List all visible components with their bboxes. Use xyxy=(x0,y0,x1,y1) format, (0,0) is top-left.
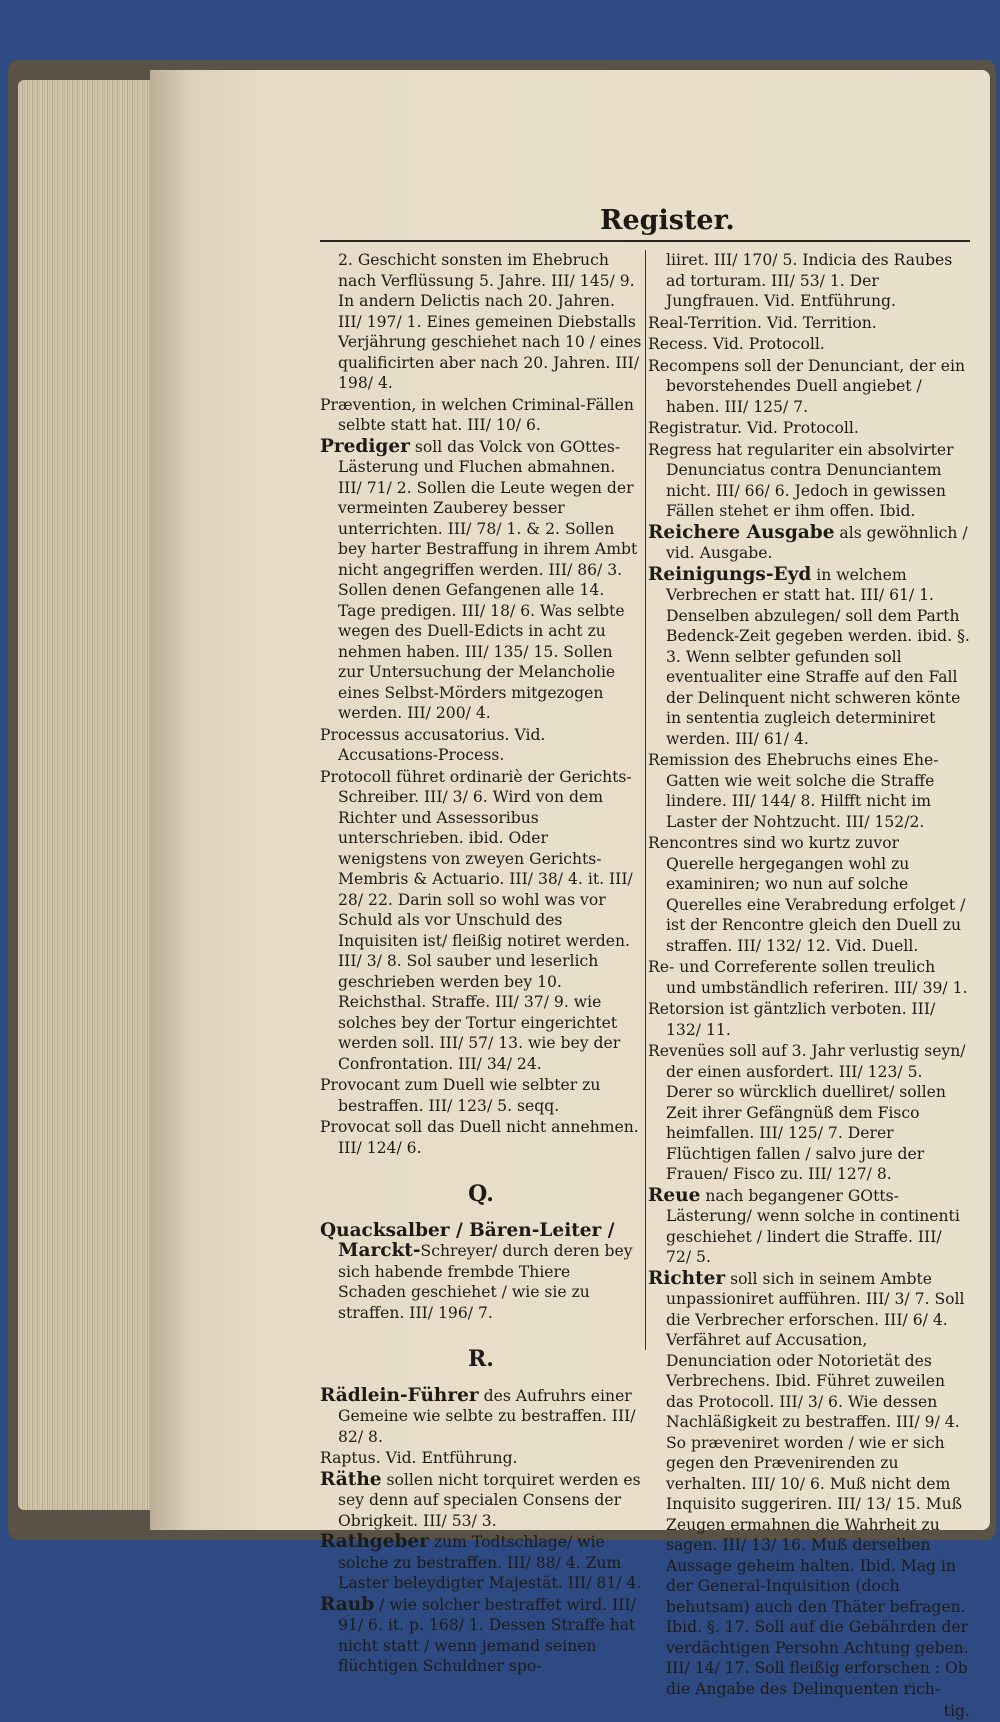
entry-text: 2. Geschicht sonsten im Ehebruch nach Verflüssung 5. Jahre. III/ 145/ 9. In andern Delictis nach 20. Jahren. III/ 197/ 1. Eines gemeinen Diebstalls Verjährung geschiehet nach 10 / eines qualificirten aber nach 20. Jahren. III/ 198/ 4. xyxy=(338,251,642,392)
register-entry xyxy=(648,334,970,355)
entry-text: in welchem Verbrechen er statt hat. III/ 61/ 1. Denselben abzulegen/ soll dem Parth Bedenck-Zeit gegeben werden. ibid. §. 3. Wenn selbter gefunden soll eventualiter eine Straffe auf den Fall der Delinquent nicht schweren könte in sententia zugleich determiniret werden. III/ 61/ 4. xyxy=(666,565,970,748)
register-entry xyxy=(320,1470,642,1532)
entry-lemma: Rädlein-Führer xyxy=(320,1384,479,1406)
entry-text: Protocoll führet ordinariè der Gerichts-Schreiber. III/ 3/ 6. Wird von dem Richter und Assessoribus unterschrieben. ibid. Oder wenigstens von zweyen Gerichts-Membris & Actuario. III/ 38/ 4. it. III/ 28/ 22. Darin soll so wohl was vor Schuld als vor Unschuld des Inquisiten ist/ fleißig notiret werden. III/ 3/ 8. Sol sauber und leserlich geschrieben werden bey 10. Reichsthal. Straffe. III/ 37/ 9. wie solches bey der Tortur eingerichtet werden soll. III/ 57/ 13. wie bey der Confrontation. III/ 34/ 24. xyxy=(320,767,633,1073)
entry-text: nach begangener GOtts-Lästerung/ wenn solche in continenti geschiehet / lindert die Straffe. III/ 72/ 5. xyxy=(666,1186,960,1266)
entry-text: Raptus. Vid. Entführung. xyxy=(320,1449,518,1467)
entry-text: Recess. Vid. Protocoll. xyxy=(648,335,825,353)
register-entry xyxy=(320,725,642,766)
register-entry xyxy=(648,523,970,564)
right-column xyxy=(648,250,970,1722)
entry-text: Rencontres sind wo kurtz zuvor Querelle hergegangen wohl zu examiniren; wo nun auf solche Querelles eine Verabredung erfolget / ist der Rencontre gleich den Duell zu straffen. III/ 132/ 12. Vid. Duell. xyxy=(648,834,966,955)
register-entry xyxy=(648,565,970,750)
register-entry xyxy=(648,750,970,832)
section-letter: R. xyxy=(468,1346,494,1372)
entry-text: sollen nicht torquiret werden es sey denn auf specialen Consens der Obrigkeit. III/ 53/ 3. xyxy=(338,1470,641,1530)
entry-text: soll das Volck von GOttes-Lästerung und Fluchen abmahnen. III/ 71/ 2. Sollen die Leute wegen der vermeinten Zauberey besser unterrichten. III/ 78/ 1. & 2. Sollen bey harter Bestraffung in ihrem Ambt nicht angegriffen werden. III/ 86/ 3. Sollen denen Gefangenen alle 14. Tage predigen. III/ 18/ 6. Was selbte wegen des Duell-Edicts in acht zu nehmen haben. III/ 135/ 15. Sollen zur Untersuchung der Melancholie eines Selbst-Mörders mitgezogen werden. III/ 200/ 4. xyxy=(338,437,638,722)
entry-text: Registratur. Vid. Protocoll. xyxy=(648,419,859,437)
column-divider xyxy=(645,250,646,1350)
entry-lemma: Reue xyxy=(648,1184,701,1206)
entry-text: Revenües soll auf 3. Jahr verlustig seyn/ der einen ausfordert. III/ 123/ 5. Derer so würcklich duelliret/ sollen Zeit ihrer Gefängnüß dem Fisco heimfallen. III/ 125/ 7. Derer Flüchtigen fallen / salvo jure der Frauen/ Fisco zu. III/ 127/ 8. xyxy=(648,1042,966,1183)
entry-lemma: Rathgeber xyxy=(320,1531,429,1552)
entry-text: Remission des Ehebruchs eines Ehe-Gatten wie weit solche die Straffe lindere. III/ 144/ 8. Hilfft nicht im Laster der Nohtzucht. III/ 152/2. xyxy=(648,751,939,831)
register-entry xyxy=(648,440,970,522)
entry-lemma: Reinigungs-Eyd xyxy=(648,563,812,585)
entry-lemma: Richter xyxy=(648,1267,726,1289)
catchword: tig. xyxy=(943,1702,970,1720)
register-entry xyxy=(320,1532,642,1594)
entry-text: / wie solcher bestraffet wird. III/ 91/ 6. it. p. 168/ 1. Dessen Straffe hat nicht statt / wenn jemand seinen flüchtigen Schuldner spo- xyxy=(338,1595,636,1675)
register-entry xyxy=(648,356,970,418)
entry-text: zum Todtschlage/ wie solche zu bestraffen. III/ 88/ 4. Zum Laster beleydigter Majestät. III/ 81/ 4. xyxy=(338,1533,642,1592)
register-entry xyxy=(320,1075,642,1116)
entry-text: Regress hat regulariter ein absolvirter Denunciatus contra Denunciantem nicht. III/ 66/ 6. Jedoch in gewissen Fällen stehet er ihm offen. Ibid. xyxy=(648,440,954,520)
running-header: Register. xyxy=(600,205,735,236)
entry-text: als gewöhnlich / vid. Ausgabe. xyxy=(666,523,968,562)
section-letter: Q. xyxy=(468,1181,494,1207)
page-edges xyxy=(18,80,168,1510)
entry-text: Recompens soll der Denunciant, der ein bevorstehendes Duell angiebet / haben. III/ 125/ 7. xyxy=(648,356,966,416)
register-entry xyxy=(648,1269,970,1700)
register-entry xyxy=(648,250,970,312)
register-entry xyxy=(320,767,642,1075)
register-entry xyxy=(648,1186,970,1268)
register-entry xyxy=(320,1448,642,1469)
register-entry xyxy=(648,313,970,334)
register-entry xyxy=(320,395,642,436)
register-entry xyxy=(648,1041,970,1185)
register-entry xyxy=(320,437,642,724)
register-entry xyxy=(320,1117,642,1158)
entry-text: Retorsion ist gäntzlich verboten. III/ 132/ 11. xyxy=(648,1000,936,1039)
header-rule xyxy=(320,240,970,242)
entry-text: Provocant zum Duell wie selbter zu bestraffen. III/ 123/ 5. seqq. xyxy=(320,1076,601,1115)
register-entry xyxy=(648,833,970,956)
entry-text: Schreyer/ durch deren bey sich habende frembde Thiere Schaden geschiehet / wie sie zu straffen. III/ 196/ 7. xyxy=(338,1242,633,1322)
entry-text: Prævention, in welchen Criminal-Fällen selbte statt hat. III/ 10/ 6. xyxy=(320,395,634,434)
entry-text: liiret. III/ 170/ 5. Indicia des Raubes ad torturam. III/ 53/ 1. Der Jungfrauen. Vid. Entführung. xyxy=(666,251,953,310)
entry-text: Real-Territion. Vid. Territion. xyxy=(648,313,877,332)
entry-text: Provocat soll das Duell nicht annehmen. III/ 124/ 6. xyxy=(320,1118,639,1157)
entry-text: des Aufruhrs einer Gemeine wie selbte zu bestraffen. III/ 82/ 8. xyxy=(338,1386,636,1446)
register-entry xyxy=(648,957,970,998)
entry-lemma: Quacksalber / Bären-Leiter / Marckt- xyxy=(320,1219,615,1261)
register-entry xyxy=(320,1595,642,1677)
entry-lemma: Reichere Ausgabe xyxy=(648,521,835,543)
entry-lemma: Räthe xyxy=(320,1468,382,1490)
entry-text: Re- und Correferente sollen treulich und umbständlich referiren. III/ 39/ 1. xyxy=(648,958,968,997)
register-entry xyxy=(648,418,970,439)
register-entry xyxy=(648,999,970,1040)
register-entry xyxy=(320,1386,642,1448)
left-column xyxy=(320,250,642,1678)
register-entry xyxy=(320,1221,642,1324)
entry-text: Processus accusatorius. Vid. Accusations-Process. xyxy=(320,725,546,764)
entry-text: soll sich in seinem Ambte unpassioniret aufführen. III/ 3/ 7. Soll die Verbrecher erforschen. III/ 6/ 4. Verfähret auf Accusation, Denunciation oder Notorietät des Verbrechens. Ibid. Führet zuweilen das Protocoll. III/ 3/ 6. Wie dessen Nachläßigkeit zu bestraffen. III/ 9/ 4. So præveniret worden / wie er sich gegen den Prævenirenden zu verhalten. III/ 10/ 6. Muß nicht dem Inquisito suggeriren. III/ 13/ 15. Muß Zeugen ermahnen die Wahrheit zu sagen. III/ 13/ 16. Muß derselben Aussage geheim halten. Ibid. Mag in der General-Inquisition (doch behutsam) auch den Thäter befragen. Ibid. §. 17. Soll auf die Gebährden der verdächtigen Persohn Achtung geben. III/ 14/ 17. Soll fleißig erforschen : Ob die Angabe des Delinquenten rich- xyxy=(666,1269,969,1698)
entry-lemma: Raub xyxy=(320,1593,375,1615)
register-entry xyxy=(320,250,642,394)
entry-lemma: Prediger xyxy=(320,435,410,457)
